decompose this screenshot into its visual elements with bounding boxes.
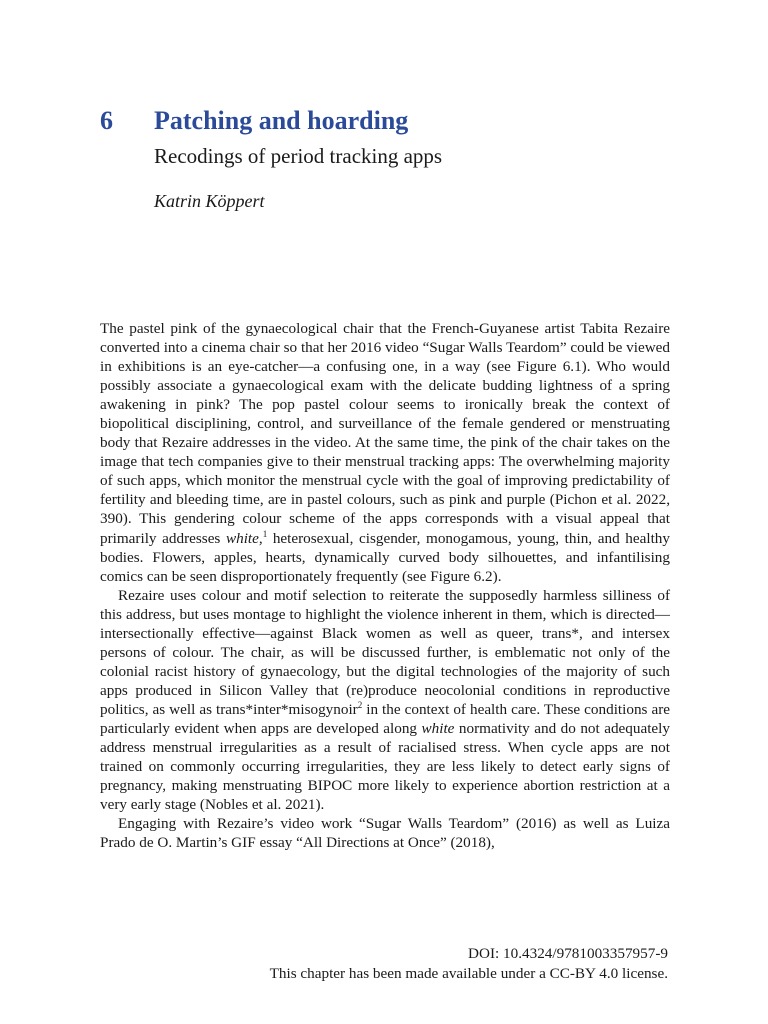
paragraph-2 (100, 586, 670, 815)
paragraph-3: Engaging with Rezaire’s video work “Sugar Walls Teardom” (2016) as well as Luiza Prado de O. Martin’s GIF essay “All Directions at Once” (2018), (100, 815, 670, 852)
paragraph-2-text-c: normativity and do not adequately address menstrual irregularities as a result of racialised stress. When cycle apps are not trained on commonly occurring irregularities, they are less likely to detect early signs of pregnancy, making menstruating BIPOC more likely to experience abortion restriction at a very early stage (Nobles et al. 2021). (100, 719, 670, 814)
paragraph-1-text-a: The pastel pink of the gynaecological chair that the French-Guyanese artist Tabita Rezaire converted into a cinema chair so that her 2016 video “Sugar Walls Teardom” could be viewed in exhibitions is an eye-catcher—a confusing one, in a way (see Figure 6.1). Who would possibly associate a gynaecological exam with the delicate budding lightness of a spring awakening in pink? The pop pastel colour seems to ironically break the context of biopolitical disciplining, control, and surveillance of the female gendered or menstruating body that Rezaire addresses in the video. At the same time, the pink of the chair takes on the image that tech companies give to their menstrual tracking apps: The overwhelming majority of such apps, which monitor the menstrual cycle with the goal of improving predictability of fertility and bleeding time, are in pastel colours, such as pink and purple (Pichon et al. 2022, 390). This gendering colour scheme of the apps corresponds with a visual appeal that primarily addresses (100, 320, 670, 547)
paragraph-2-text-a: Rezaire uses colour and motif selection to reiterate the supposedly harmless silliness of this address, but uses montage to highlight the violence inherent in them, which is directed—intersectionally effective—against Black women as well as queer, trans*, and intersex persons of colour. The chair, as will be discussed further, is emblematic not only of the colonial racist history of gynaecology, but the digital technologies of the majority of such apps produced in Silicon Valley that (re)produce neocolonial conditions in reproductive politics, as well as trans*inter*misogynoir (100, 586, 670, 718)
italic-white-2: white (421, 719, 455, 737)
license-line: This chapter has been made available under a CC-BY 4.0 license. (269, 965, 668, 982)
chapter-title: Patching and hoarding (154, 106, 409, 135)
paragraph-1: The pastel pink of the gynaecological chair that the French-Guyanese artist Tabita Rezaire converted into a cinema chair so that her 2016 video “Sugar Walls Teardom” could be viewed in exhibitions is an eye-catcher—a confusing one, in a way (see Figure 6.1). Who would possibly associate a gynaecological exam with the delicate budding lightness of a spring awakening in pink? The pop pastel colour seems to ironically break the context of biopolitical disciplining, control, and surveillance of the female gendered or menstruating body that Rezaire addresses in the video. At the same time, the pink of the chair takes on the image that tech companies give to their menstrual tracking apps: The overwhelming majority of such apps, which monitor the menstrual cycle with the goal of improving predictability of fertility and bleeding time, are in pastel colours, such as pink and purple (Pichon et al. 2022, 390). This gendering colour scheme of the apps corresponds with a visual appeal that primarily addresses white,$^1$ heterosexual, cisgender, monogamous, young, thin, and healthy bodies. Flowers, apples, hearts, dynamically curved body silhouettes, and infantilising comics can be seen disproportionately frequently (see Figure 6.2). (100, 320, 670, 585)
footnote-ref-2[interactable]: 2 (357, 699, 363, 710)
doi-line[interactable]: DOI: 10.4324/9781003357957-9 (468, 945, 668, 962)
paragraph-1-text-b: heterosexual, cisgender, monogamous, young, thin, and healthy bodies. Flowers, apples, hearts, dynamically curved body silhouettes, and infantilising comics can be seen disproportionately frequently (see Figure 6.2). (100, 529, 670, 585)
footnote-ref-1[interactable]: 1 (262, 528, 268, 539)
body-text (100, 319, 670, 852)
chapter-author: Katrin Köppert (154, 191, 265, 211)
chapter-header (100, 106, 680, 212)
italic-white-1: white (225, 529, 259, 547)
chapter-number: 6 (100, 106, 113, 135)
page-footer (108, 944, 668, 984)
chapter-title-row (100, 106, 680, 136)
chapter-subtitle: Recodings of period tracking apps (154, 144, 443, 168)
paragraph-2-text-b: in the context of health care. These conditions are particularly evident when apps are developed along (100, 700, 671, 737)
